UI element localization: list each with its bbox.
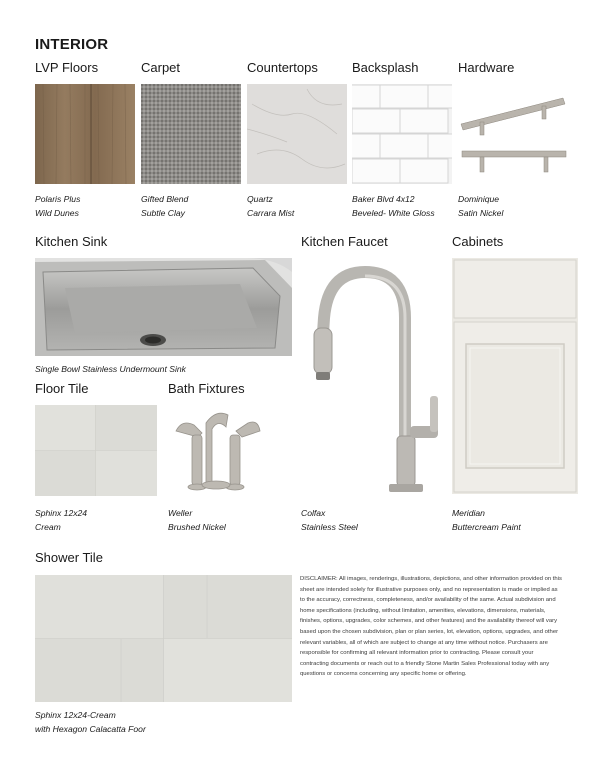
kitchen-faucet-caption-line1: Colfax — [301, 508, 326, 518]
countertop-swatch — [247, 84, 347, 184]
disclaimer-text: DISCLAIMER: All images, renderings, illustrations, depictions, and other information provided on this sheet are intended solely for illustrative purposes only, and no representation is made or implied as to the accuracy, correctness, completeness, and/or availability of the same. Actual subdivision and home specifications (including, without limitation, amenities, elevations, dimensions, materials, finishes, options, upgrades, color schemes, and other features) and the availability thereof will vary based upon the chosen subdivision, plan or plan series, lot, elevation, options, upgrades, and other relevant variables, all of which are subject to change at any time without notice. Purchasers are responsible for confirming all relevant information prior to contracting. Please consult your contracting documents or reach out to a friendly Stone Martin Sales Professional today with any questions or concerns concerning any specific home or offering. — [300, 576, 562, 678]
backsplash-heading: Backsplash — [352, 60, 419, 75]
kitchen-faucet-caption — [301, 506, 358, 534]
carpet-heading: Carpet — [141, 60, 181, 75]
cabinets-caption-line1: Meridian — [452, 508, 485, 518]
kitchen-sink-caption: Single Bowl Stainless Undermount Sink — [35, 364, 186, 374]
hardware-caption-line2: Satin Nickel — [458, 208, 504, 218]
bath-fixtures-caption-line2: Brushed Nickel — [168, 522, 226, 532]
shower-tile-heading: Shower Tile — [35, 550, 103, 565]
countertops-caption-line1: Quartz — [247, 194, 273, 204]
carpet-caption-line2: Subtle Clay — [141, 208, 185, 218]
backsplash-caption-line2: Beveled- White Gloss — [352, 208, 435, 218]
countertops-caption-line2: Carrara Mist — [247, 208, 295, 218]
shower-tile-caption-line1: Sphinx 12x24-Cream — [35, 710, 116, 720]
shower-tile-caption — [35, 708, 146, 736]
hardware-caption-line1: Dominique — [458, 194, 500, 204]
cabinet-swatch — [452, 258, 578, 494]
lvp-floor-swatch — [35, 84, 135, 184]
kitchen-faucet-caption-line2: Stainless Steel — [301, 522, 358, 532]
backsplash-caption — [352, 192, 435, 220]
countertops-caption — [247, 192, 294, 220]
floor-tile-caption-line2: Cream — [35, 522, 61, 532]
page-title: INTERIOR — [35, 36, 109, 53]
floor-tile-swatch — [35, 405, 157, 496]
kitchen-sink-swatch — [35, 258, 292, 356]
bath-fixtures-caption-line1: Weller — [168, 508, 193, 518]
shower-tile-caption-line2: with Hexagon Calacatta Foor — [35, 724, 146, 734]
countertops-heading: Countertops — [247, 60, 318, 75]
carpet-swatch — [141, 84, 241, 184]
bath-fixtures-heading: Bath Fixtures — [168, 381, 245, 396]
bath-fixtures-swatch — [168, 405, 268, 496]
backsplash-caption-line1: Baker Blvd 4x12 — [352, 194, 415, 204]
kitchen-sink-heading: Kitchen Sink — [35, 234, 108, 249]
hardware-heading: Hardware — [458, 60, 515, 75]
floor-tile-heading: Floor Tile — [35, 381, 89, 396]
lvp-caption-line1: Polaris Plus — [35, 194, 81, 204]
shower-tile-swatch — [35, 575, 292, 702]
carpet-caption — [141, 192, 188, 220]
backsplash-swatch — [352, 84, 452, 184]
carpet-caption-line1: Gifted Blend — [141, 194, 189, 204]
lvp-floors-heading: LVP Floors — [35, 60, 99, 75]
hardware-swatch — [458, 84, 568, 184]
cabinets-caption — [452, 506, 521, 534]
lvp-floors-caption — [35, 192, 80, 220]
floor-tile-caption — [35, 506, 87, 534]
kitchen-faucet-swatch — [300, 258, 445, 494]
lvp-caption-line2: Wild Dunes — [35, 208, 79, 218]
hardware-caption — [458, 192, 503, 220]
kitchen-faucet-heading: Kitchen Faucet — [301, 234, 388, 249]
bath-fixtures-caption — [168, 506, 226, 534]
cabinets-heading: Cabinets — [452, 234, 504, 249]
floor-tile-caption-line1: Sphinx 12x24 — [35, 508, 88, 518]
cabinets-caption-line2: Buttercream Paint — [452, 522, 521, 532]
